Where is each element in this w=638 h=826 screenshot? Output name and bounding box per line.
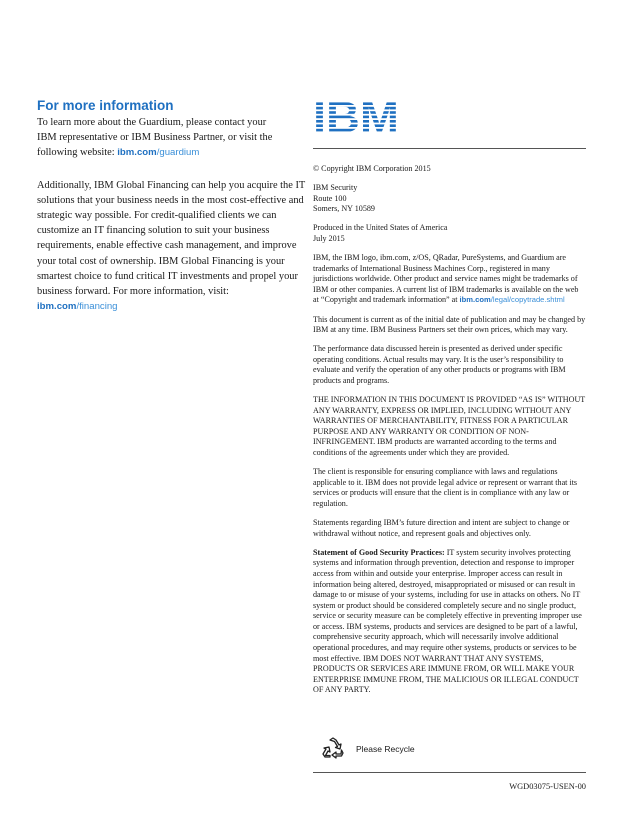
contact-line-1: To learn more about the Guardium, please contact your bbox=[37, 117, 267, 128]
security-paragraph bbox=[313, 548, 586, 696]
financing-link-path[interactable]: /financing bbox=[76, 301, 118, 313]
statements-paragraph: Statements regarding IBM’s future direction and intent are subject to change or withdrawal without notice, and represent goals and objectives only. bbox=[313, 518, 570, 538]
section-heading: For more information bbox=[37, 98, 174, 113]
contact-line-2: IBM representative or IBM Business Partner, or visit the bbox=[37, 132, 273, 144]
currency-paragraph: This document is current as of the initial date of publication and may be changed by IBM at any time. IBM Business Partners set their own prices, which may vary. bbox=[313, 314, 586, 335]
financing-link[interactable] bbox=[37, 301, 118, 312]
security-heading: Statement of Good Security Practices: bbox=[313, 547, 445, 557]
copytrade-link-path[interactable]: /legal/copytrade.shtml bbox=[490, 295, 565, 305]
guardium-link[interactable] bbox=[117, 147, 199, 158]
guardium-link-path[interactable]: /guardium bbox=[156, 147, 200, 159]
financing-paragraph bbox=[37, 178, 307, 315]
document-id: WGD03075-USEN-00 bbox=[509, 782, 586, 791]
produced-line-1: Produced in the United States of America bbox=[313, 223, 448, 233]
recycle-label: Please Recycle bbox=[356, 744, 415, 754]
copytrade-link-domain[interactable]: ibm.com bbox=[459, 295, 491, 305]
address-line-3: Somers, NY 10589 bbox=[313, 204, 375, 214]
performance-paragraph: The performance data discussed herein is presented as derived under specific operating conditions. Actual results may vary. It is the user’s responsibility to evaluate and verify the operation of any other products or programs with IBM products and programs. bbox=[313, 344, 566, 385]
compliance-paragraph: The client is responsible for ensuring compliance with laws and regulations applicable to it. IBM does not provide legal advice or represent or warrant that its services or products will ensure that the client is in compliance with any law or regulation. bbox=[313, 467, 578, 508]
security-text: IT system security involves protecting systems and information through prevention, detection and response to improper access from within and outside your enterprise. Improper access can result in information being altered, destroyed, misappropriated or misused or can result in damage to or misuse of your systems, including for use in attacks on others. No IT system or product should be considered completely secure and no single product, service or security measure can be completely effective in preventing improper use or access. IBM systems, products and services are designed to be part of a lawful, comprehensive security approach, which will necessarily involve additional operational procedures, and may require other systems, products or services to be most effective. IBM DOES NOT WARRANT THAT ANY SYSTEMS, PRODUCTS OR SERVICES ARE IMMUNE FROM, OR WILL MAKE YOUR ENTERPRISE IMMUNE FROM, THE MALICIOUS OR ILLEGAL CONDUCT OF ANY PARTY. bbox=[313, 547, 582, 695]
left-column bbox=[37, 97, 307, 326]
copytrade-link[interactable] bbox=[460, 295, 565, 304]
produced-line-2: July 2015 bbox=[313, 233, 345, 243]
contact-line-3: following website: bbox=[37, 147, 115, 159]
financing-text: Additionally, IBM Global Financing can help you acquire the IT solutions that your business needs in the most cost-effective and strategic way possible. For credit-qualified clients we can customize an IT financing solution to suit your business requirements, enable effective cash management, and improve your total cost of ownership. IBM Global Financing is your smartest choice to fund critical IT investments and propel your business forward. For more information, visit: bbox=[37, 179, 306, 298]
trademarks-text: IBM, the IBM logo, ibm.com, z/OS, QRadar, PureSystems, and Guardium are trademarks of International Business Machines Corp., registered in many jurisdictions worldwide. Other product and service names might be trademarks of IBM or other companies. A current list of IBM trademarks is available on the web at “Copyright and trademark information” at bbox=[313, 253, 579, 305]
contact-paragraph bbox=[37, 115, 307, 161]
copyright-line: © Copyright IBM Corporation 2015 bbox=[313, 164, 431, 173]
address-line-1: IBM Security bbox=[313, 183, 358, 193]
guardium-link-domain[interactable]: ibm.com bbox=[117, 147, 157, 159]
disclaimer-paragraph: THE INFORMATION IN THIS DOCUMENT IS PROVIDED “AS IS” WITHOUT ANY WARRANTY, EXPRESS OR IMPLIED, INCLUDING WITHOUT ANY WARRANTIES OF MERCHANTABILITY, FITNESS FOR A PARTICULAR PURPOSE AND ANY WARRANTY OR CONDITION OF NON-INFRINGEMENT. IBM products are warranted according to the terms and conditions of the agreements under which they are provided. bbox=[313, 395, 586, 458]
financing-link-domain[interactable]: ibm.com bbox=[37, 301, 77, 313]
address-line-2: Route 100 bbox=[313, 193, 347, 203]
recycle-notice bbox=[320, 736, 540, 762]
trademarks-paragraph bbox=[313, 253, 586, 306]
recycle-icon bbox=[320, 736, 346, 762]
address-block bbox=[313, 183, 586, 215]
ibm-logo bbox=[313, 98, 401, 134]
produced-block bbox=[313, 223, 586, 244]
right-column bbox=[313, 98, 586, 705]
bottom-divider bbox=[313, 772, 586, 773]
